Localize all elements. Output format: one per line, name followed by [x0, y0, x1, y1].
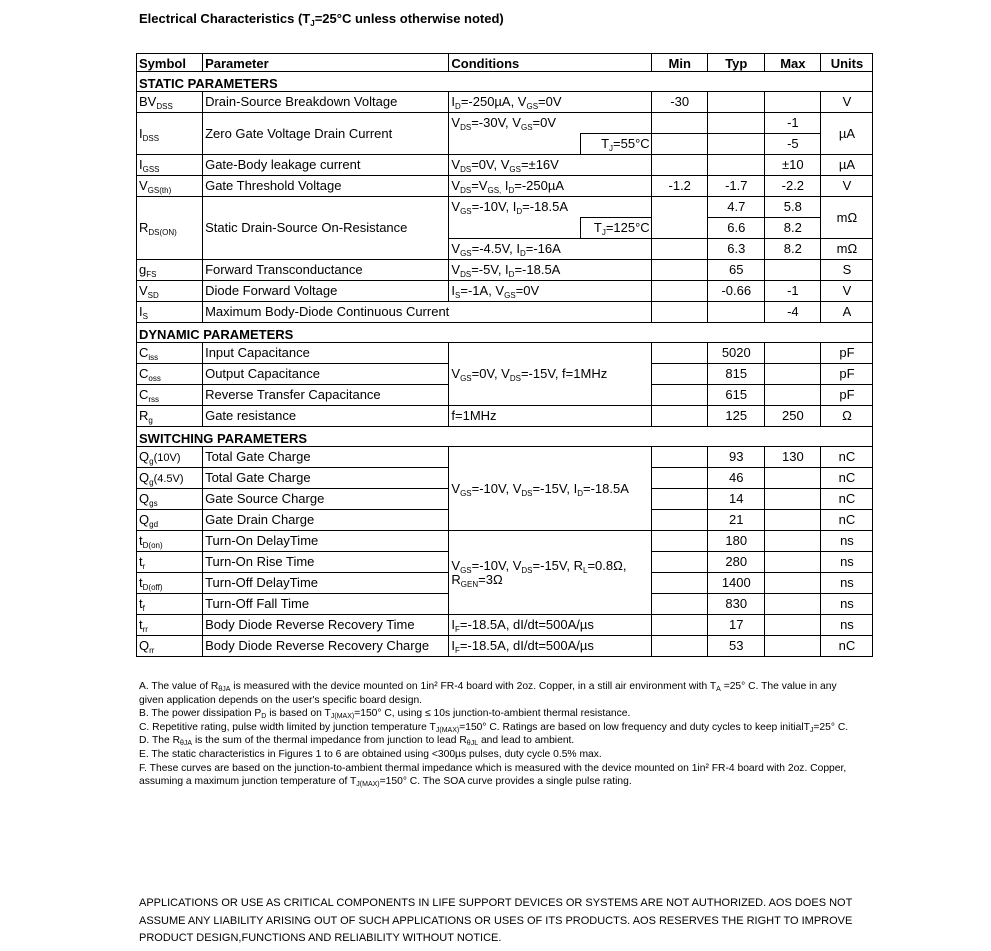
unit-cell: ns: [820, 552, 872, 573]
param-cell: Turn-On Rise Time: [203, 552, 449, 573]
max-cell: [764, 594, 820, 615]
table-row: [137, 260, 873, 281]
typ-cell: 280: [707, 552, 764, 573]
max-cell: -5: [764, 134, 820, 155]
min-cell: [651, 343, 707, 364]
symbol-cell: $Q_{rr}$: [137, 636, 203, 657]
section-static: STATIC PARAMETERS: [137, 72, 873, 92]
unit-cell: µA: [820, 113, 872, 155]
cond-cell: f=1MHz: [449, 406, 651, 427]
min-cell: [651, 510, 707, 531]
max-cell: [764, 468, 820, 489]
cond-cell: $T_J=125^\circ C$: [580, 218, 651, 239]
symbol-cell: $C_{oss}$: [137, 364, 203, 385]
min-cell: [651, 364, 707, 385]
symbol-cell: $t_f$: [137, 594, 203, 615]
min-cell: [651, 489, 707, 510]
table-row: [137, 155, 873, 176]
max-cell: [764, 510, 820, 531]
typ-cell: 1400: [707, 573, 764, 594]
symbol-cell: $t_{D(on)}$: [137, 531, 203, 552]
max-cell: [764, 636, 820, 657]
typ-cell: 65: [707, 260, 764, 281]
param-cell: Reverse Transfer Capacitance: [203, 385, 449, 406]
typ-cell: [707, 134, 764, 155]
cond-cell: $V_{DS}=-5V$, $I_D=-18.5A$: [449, 260, 651, 281]
max-cell: [764, 489, 820, 510]
param-cell: Body Diode Reverse Recovery Charge: [203, 636, 449, 657]
param-cell: Gate resistance: [203, 406, 449, 427]
min-cell: [651, 531, 707, 552]
max-cell: [764, 552, 820, 573]
param-cell: Turn-Off Fall Time: [203, 594, 449, 615]
symbol-cell: $BV_{DSS}$: [137, 92, 203, 113]
param-cell: Body Diode Reverse Recovery Time: [203, 615, 449, 636]
unit-cell: ns: [820, 573, 872, 594]
table-row: [137, 636, 873, 657]
cond-cell: $I_F=-18.5A$, dI/dt=500A/µs: [449, 636, 651, 657]
max-cell: [764, 260, 820, 281]
typ-cell: [707, 92, 764, 113]
max-cell: 5.8: [764, 197, 820, 218]
min-cell: [651, 197, 707, 239]
max-cell: [764, 364, 820, 385]
page-title: Electrical Characteristics ($T_J=25^\circ C$ unless otherwise noted): [139, 11, 504, 28]
unit-cell: V: [820, 92, 872, 113]
unit-cell: µA: [820, 155, 872, 176]
unit-cell: nC: [820, 636, 872, 657]
disclaimer: APPLICATIONS OR USE AS CRITICAL COMPONENTS IN LIFE SUPPORT DEVICES OR SYSTEMS ARE NOT AUTHORIZED. AOS DOES NOT ASSUME ANY LIABILITY ARISING OUT OF SUCH APPLICATIONS OR USES OF ITS PRODUCTS. AOS RESERVES THE RIGHT TO IMPROVE PRODUCT DESIGN,FUNCTIONS AND RELIABILITY WITHOUT NOTICE.: [139, 897, 853, 944]
unit-cell: V: [820, 176, 872, 197]
cond-cell: $V_{DS}=-30V$, $V_{GS}=0V$: [449, 113, 651, 134]
note-d: D. The $R_{\theta JA}$ is the sum of the thermal impedance from junction to lead $R_{\theta JL}$ and lead to ambient.: [139, 735, 575, 748]
cond-cell: $V_{GS}=-10V$, $V_{DS}=-15V$, $R_L=0.8\Omega$, $R_{GEN}=3\Omega$: [449, 531, 651, 615]
cond-cell: $I_F=-18.5A$, dI/dt=500A/µs: [449, 615, 651, 636]
typ-cell: 93: [707, 447, 764, 468]
col-max: Max: [764, 54, 820, 72]
typ-cell: 4.7: [707, 197, 764, 218]
typ-cell: [707, 302, 764, 323]
unit-cell: V: [820, 281, 872, 302]
cond-cell: $I_S=-1A$, $V_{GS}=0V$: [449, 281, 651, 302]
max-cell: 250: [764, 406, 820, 427]
table-row: [137, 113, 873, 134]
header-row: [137, 54, 873, 72]
unit-cell: pF: [820, 364, 872, 385]
typ-cell: 830: [707, 594, 764, 615]
typ-cell: 14: [707, 489, 764, 510]
cond-cell: $V_{GS}=-10V$, $V_{DS}=-15V$, $I_D=-18.5A$: [449, 447, 651, 531]
unit-cell: S: [820, 260, 872, 281]
param-cell: Drain-Source Breakdown Voltage: [203, 92, 449, 113]
symbol-cell: $C_{iss}$: [137, 343, 203, 364]
unit-cell: ns: [820, 594, 872, 615]
symbol-cell: $I_S$: [137, 302, 203, 323]
min-cell: [651, 260, 707, 281]
table-row: [137, 92, 873, 113]
min-cell: [651, 134, 707, 155]
table-row: [137, 615, 873, 636]
max-cell: 8.2: [764, 239, 820, 260]
symbol-cell: $V_{GS(th)}$: [137, 176, 203, 197]
table-row: [137, 447, 873, 468]
max-cell: -1: [764, 113, 820, 134]
typ-cell: 46: [707, 468, 764, 489]
symbol-cell: $Q_g(4.5V)$: [137, 468, 203, 489]
min-cell: [651, 573, 707, 594]
param-cell: Output Capacitance: [203, 364, 449, 385]
symbol-cell: $t_r$: [137, 552, 203, 573]
col-typ: Typ: [707, 54, 764, 72]
symbol-cell: $R_g$: [137, 406, 203, 427]
typ-cell: 125: [707, 406, 764, 427]
min-cell: [651, 155, 707, 176]
symbol-cell: $t_{rr}$: [137, 615, 203, 636]
min-cell: [651, 113, 707, 134]
min-cell: [651, 447, 707, 468]
param-cell: Gate Threshold Voltage: [203, 176, 449, 197]
table-row: [137, 281, 873, 302]
param-cell: Maximum Body-Diode Continuous Current: [203, 302, 652, 323]
symbol-cell: $V_{SD}$: [137, 281, 203, 302]
min-cell: [651, 385, 707, 406]
table-row: [137, 176, 873, 197]
unit-cell: ns: [820, 615, 872, 636]
param-cell: Gate-Body leakage current: [203, 155, 449, 176]
note-b: B. The power dissipation $P_D$ is based on $T_{J(MAX)}=150^\circ$ C, using ≤ 10s junction-to-ambient thermal resistance.: [139, 708, 631, 721]
typ-cell: 5020: [707, 343, 764, 364]
cond-cell: $T_J=55^\circ C$: [580, 134, 651, 155]
min-cell: [651, 239, 707, 260]
typ-cell: 17: [707, 615, 764, 636]
param-cell: Input Capacitance: [203, 343, 449, 364]
note-e: E. The static characteristics in Figures 1 to 6 are obtained using <300µs pulses, duty cycle 0.5% max.: [139, 748, 602, 760]
typ-cell: 180: [707, 531, 764, 552]
electrical-characteristics-table: [136, 53, 873, 657]
unit-cell: nC: [820, 447, 872, 468]
symbol-cell: $Q_{gs}$: [137, 489, 203, 510]
max-cell: [764, 343, 820, 364]
min-cell: [651, 406, 707, 427]
cond-cell: $V_{GS}=0V$, $V_{DS}=-15V$, f=1MHz: [449, 343, 651, 406]
max-cell: [764, 92, 820, 113]
symbol-cell: $Q_{gd}$: [137, 510, 203, 531]
param-cell: Total Gate Charge: [203, 468, 449, 489]
max-cell: -1: [764, 281, 820, 302]
param-cell: Gate Source Charge: [203, 489, 449, 510]
unit-cell: nC: [820, 489, 872, 510]
cond-spacer: [449, 134, 580, 155]
unit-cell: mΩ: [820, 239, 872, 260]
table-row: [137, 197, 873, 218]
param-cell: Total Gate Charge: [203, 447, 449, 468]
min-cell: [651, 594, 707, 615]
unit-cell: pF: [820, 385, 872, 406]
max-cell: ±10: [764, 155, 820, 176]
col-conditions: Conditions: [449, 54, 651, 72]
param-cell: Zero Gate Voltage Drain Current: [203, 113, 449, 155]
note-c: C. Repetitive rating, pulse width limited by junction temperature $T_{J(MAX)}=150^\circ$ C. Ratings are based on low frequency and duty cycles to keep initialT$_J$=25° C.: [139, 721, 849, 734]
typ-cell: [707, 113, 764, 134]
cond-cell: $I_D=-250\mu A$, $V_{GS}=0V$: [449, 92, 651, 113]
max-cell: 8.2: [764, 218, 820, 239]
min-cell: [651, 281, 707, 302]
min-cell: [651, 552, 707, 573]
unit-cell: ns: [820, 531, 872, 552]
typ-cell: 6.3: [707, 239, 764, 260]
symbol-cell: $C_{rss}$: [137, 385, 203, 406]
table-row: [137, 343, 873, 364]
footnotes: [139, 680, 849, 789]
symbol-cell: $R_{DS(ON)}$: [137, 197, 203, 260]
symbol-cell: $t_{D(off)}$: [137, 573, 203, 594]
table-row: [137, 406, 873, 427]
typ-cell: -1.7: [707, 176, 764, 197]
symbol-cell: $g_{FS}$: [137, 260, 203, 281]
table-row: [137, 302, 873, 323]
note-a: A. The value of $R_{\theta JA}$ is measured with the device mounted on 1in² FR-4 board with 2oz. Copper, in a still air environment with $T_A =25^\circ$ C. The value in any given application depends on the user's specific board design.: [139, 681, 837, 706]
min-cell: [651, 468, 707, 489]
typ-cell: 21: [707, 510, 764, 531]
max-cell: [764, 615, 820, 636]
col-units: Units: [820, 54, 872, 72]
typ-cell: 815: [707, 364, 764, 385]
param-cell: Turn-Off DelayTime: [203, 573, 449, 594]
max-cell: [764, 531, 820, 552]
symbol-cell: $I_{GSS}$: [137, 155, 203, 176]
symbol-cell: $I_{DSS}$: [137, 113, 203, 155]
max-cell: [764, 573, 820, 594]
param-cell: Diode Forward Voltage: [203, 281, 449, 302]
unit-cell: A: [820, 302, 872, 323]
max-cell: -4: [764, 302, 820, 323]
symbol-cell: $Q_g(10V)$: [137, 447, 203, 468]
cond-cell: $V_{DS}=V_{GS,}$ $I_D=-250\mu A$: [449, 176, 651, 197]
max-cell: [764, 385, 820, 406]
unit-cell: nC: [820, 510, 872, 531]
typ-cell: 53: [707, 636, 764, 657]
section-switching: SWITCHING PARAMETERS: [137, 427, 873, 447]
note-f: F. These curves are based on the junction-to-ambient thermal impedance which is measured with the device mounted on 1in² FR-4 board with 2oz. Copper, assuming a maximum junction temperature of $T_{J(MAX)}=150^\circ$ C. The SOA curve provides a single pulse rating.: [139, 762, 847, 789]
max-cell: -2.2: [764, 176, 820, 197]
typ-cell: -0.66: [707, 281, 764, 302]
min-cell: [651, 302, 707, 323]
unit-cell: mΩ: [820, 197, 872, 239]
unit-cell: nC: [820, 468, 872, 489]
param-cell: Static Drain-Source On-Resistance: [203, 197, 449, 260]
cond-cell: $V_{GS}=-4.5V$, $I_D=-16A$: [449, 239, 651, 260]
col-parameter: Parameter: [203, 54, 449, 72]
cond-spacer: [449, 218, 580, 239]
min-cell: [651, 615, 707, 636]
unit-cell: Ω: [820, 406, 872, 427]
cond-cell: $V_{DS}=0V$, $V_{GS}=\pm 16V$: [449, 155, 651, 176]
section-dynamic: DYNAMIC PARAMETERS: [137, 323, 873, 343]
param-cell: Turn-On DelayTime: [203, 531, 449, 552]
col-symbol: Symbol: [137, 54, 203, 72]
param-cell: Gate Drain Charge: [203, 510, 449, 531]
min-cell: -1.2: [651, 176, 707, 197]
cond-cell: $V_{GS}=-10V$, $I_D=-18.5A$: [449, 197, 651, 218]
min-cell: [651, 636, 707, 657]
unit-cell: pF: [820, 343, 872, 364]
param-cell: Forward Transconductance: [203, 260, 449, 281]
max-cell: 130: [764, 447, 820, 468]
typ-cell: 6.6: [707, 218, 764, 239]
table-row: [137, 531, 873, 552]
typ-cell: 615: [707, 385, 764, 406]
min-cell: -30: [651, 92, 707, 113]
col-min: Min: [651, 54, 707, 72]
typ-cell: [707, 155, 764, 176]
